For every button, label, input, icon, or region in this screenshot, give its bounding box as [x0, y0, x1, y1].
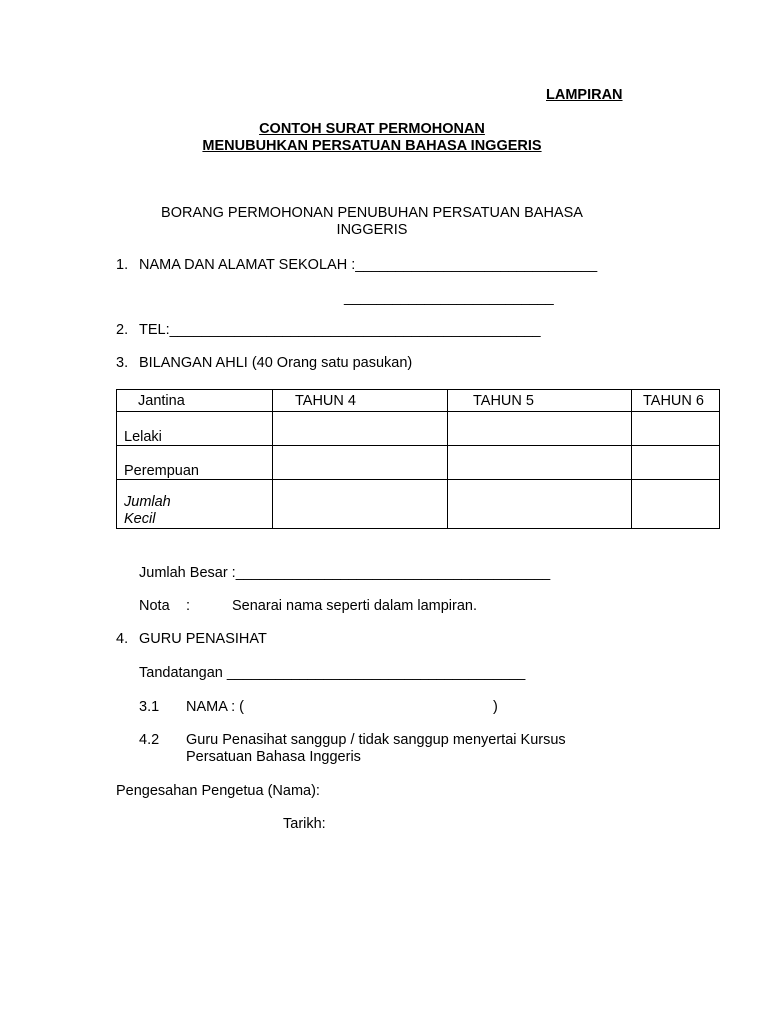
school-name-field: NAMA DAN ALAMAT SEKOLAH :______________________________ [139, 257, 598, 273]
advisor-heading: GURU PENASIHAT [139, 631, 267, 647]
sub2-number: 4.2 [139, 732, 160, 748]
subheading-line2: INGGERIS [336, 222, 408, 238]
member-table [116, 389, 720, 529]
advisor-name-close: ) [493, 699, 498, 715]
tel-field: TEL:______________________________________________ [139, 322, 541, 338]
cell-perempuan-tahun-6[interactable] [632, 446, 720, 480]
lampiran-label: LAMPIRAN [546, 87, 623, 103]
signature-field: Tandatangan _____________________________________ [139, 665, 526, 681]
cell-lelaki-tahun-5[interactable] [448, 412, 632, 446]
principal-endorsement-label: Pengesahan Pengetua (Nama): [116, 783, 320, 799]
cell-perempuan-tahun-5[interactable] [448, 446, 632, 480]
item4-number: 4. [116, 631, 129, 647]
item2-number: 2. [116, 322, 129, 338]
course-commitment-line2: Persatuan Bahasa Inggeris [186, 749, 361, 765]
cell-lelaki-tahun-6[interactable] [632, 412, 720, 446]
table-header-row [117, 390, 720, 412]
row-label-lelaki: Lelaki [117, 412, 273, 446]
item3-number: 3. [116, 355, 129, 371]
advisor-name-label: NAMA : ( [186, 699, 245, 715]
nota-colon: : [186, 598, 191, 614]
row-label-perempuan: Perempuan [117, 446, 273, 480]
member-count-label: BILANGAN AHLI (40 Orang satu pasukan) [139, 355, 413, 371]
subheading-line1: BORANG PERMOHONAN PENUBUHAN PERSATUAN BAHASA [161, 205, 583, 221]
table-row [117, 412, 720, 446]
table-row [117, 446, 720, 480]
grand-total-field: Jumlah Besar :_______________________________________ [139, 565, 551, 581]
school-address-line: __________________________ [344, 290, 554, 306]
cell-subtotal-tahun-5[interactable] [448, 480, 632, 529]
header-tahun-6: TAHUN 6 [632, 390, 720, 412]
row-label-jumlah-kecil [117, 480, 273, 529]
cell-lelaki-tahun-4[interactable] [273, 412, 448, 446]
subtotal-line1: Jumlah [124, 494, 171, 510]
table-row [117, 480, 720, 529]
header-tahun-4: TAHUN 4 [273, 390, 448, 412]
heading-line2: MENUBUHKAN PERSATUAN BAHASA INGGERIS [202, 138, 542, 154]
cell-perempuan-tahun-4[interactable] [273, 446, 448, 480]
heading-line1: CONTOH SURAT PERMOHONAN [259, 121, 485, 137]
header-tahun-5: TAHUN 5 [448, 390, 632, 412]
header-jantina: Jantina [117, 390, 273, 412]
sub1-number: 3.1 [139, 699, 160, 715]
cell-subtotal-tahun-4[interactable] [273, 480, 448, 529]
nota-text: Senarai nama seperti dalam lampiran. [232, 598, 478, 614]
subtotal-line2: Kecil [124, 511, 156, 527]
cell-subtotal-tahun-6[interactable] [632, 480, 720, 529]
date-label: Tarikh: [283, 816, 326, 832]
item1-number: 1. [116, 257, 129, 273]
course-commitment-line1: Guru Penasihat sanggup / tidak sanggup menyertai Kursus [186, 732, 566, 748]
nota-label: Nota [139, 598, 170, 614]
